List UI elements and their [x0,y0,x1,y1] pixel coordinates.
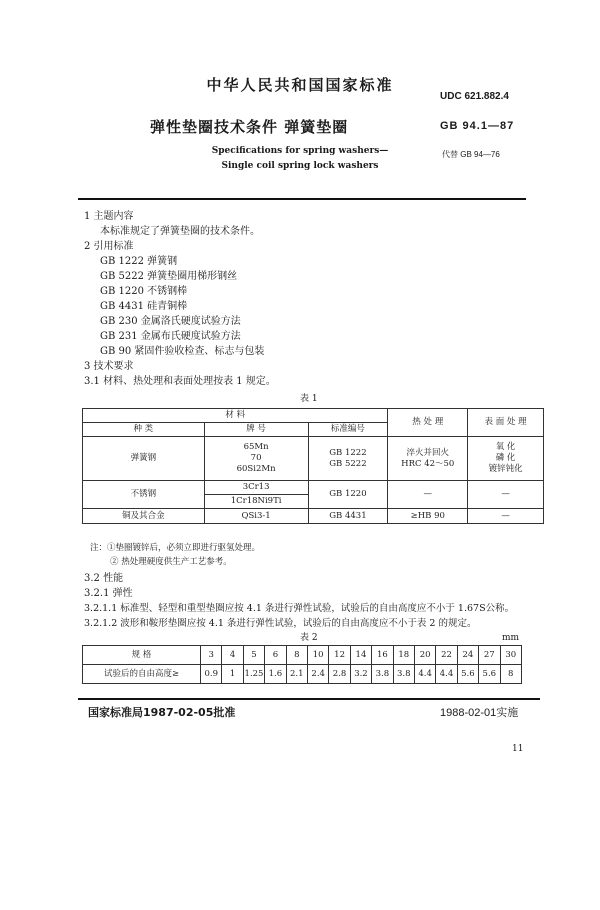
surface-stainless: — [468,481,544,509]
size-cell: 20 [414,646,435,665]
std-gb1220: GB 1220 [308,481,388,509]
size-cell: 4 [222,646,243,665]
ref-gb5222: GB 5222 弹簧垫圈用梯形钢丝 [100,271,238,282]
document-title: 弹性垫圈技术条件 弹簧垫圈 [150,118,349,136]
height-cell: 8 [500,665,522,684]
size-cell: 3 [201,646,222,665]
size-cell: 12 [329,646,350,665]
heat-hrc: HRC 42～50 [401,458,455,469]
size-cell: 10 [307,646,328,665]
height-cell: 3.8 [372,665,393,684]
header-standard: 标准编号 [308,423,388,437]
table-2-size-row [83,646,522,665]
height-cell: 2.1 [286,665,307,684]
row-label-size: 规 格 [83,646,201,665]
heat-quench-temper: 淬火并回火 [406,447,450,458]
kind-spring-steel: 弹簧钢 [83,437,205,481]
ref-gb231: GB 231 金属布氏硬度试验方法 [100,331,241,342]
height-cell: 5.6 [479,665,500,684]
english-title-line-1: Specifications for spring washers— [211,146,389,156]
height-cell: 4.4 [436,665,457,684]
height-cell: 3.8 [393,665,414,684]
table-1-note-2: ② 热处理硬度供生产工艺参考。 [110,557,232,567]
size-cell: 18 [393,646,414,665]
row-label-free-height: 试验后的自由高度≥ [83,665,201,684]
surface-spring-steel [468,437,544,481]
heat-copper: ≥HB 90 [388,509,468,524]
header-surface-treatment: 表 面 处 理 [468,409,544,437]
section-3-2-1-1: 3.2.1.1 标准型、轻型和重型垫圈应按 4.1 条进行弹性试验，试验后的自由高度应不小于 1.67S公称。 [84,603,515,614]
height-cell: 1.25 [243,665,264,684]
english-title-line-2: Single coil spring lock washers [221,161,379,171]
section-3-2-1-2: 3.2.1.2 波形和鞍形垫圈应按 4.1 条进行弹性试验，试验后的自由高度应不小于表 2 的规定。 [84,618,477,629]
height-cell: 4.4 [414,665,435,684]
height-cell: 1 [222,665,243,684]
std-gb1222: GB 1222 [329,447,367,458]
kind-copper-alloy: 铜及其合金 [83,509,205,524]
replaces-note: 代替 GB 94—76 [442,150,500,159]
standard-number: GB 94.1—87 [440,120,515,132]
grades-spring-steel [204,437,308,481]
height-cell: 3.2 [350,665,371,684]
national-standard-heading: 中华人民共和国国家标准 [206,76,394,94]
ref-gb1222: GB 1222 弹簧钢 [100,256,178,267]
surface-copper: — [468,509,544,524]
height-cell: 0.9 [201,665,222,684]
std-gb5222: GB 5222 [329,458,367,469]
heat-stainless: — [388,481,468,509]
height-cell: 2.4 [307,665,328,684]
size-cell: 22 [436,646,457,665]
surface-zinc-passivation: 镀锌钝化 [488,464,523,474]
table-2-caption: 表 2 [300,633,318,643]
height-cell: 2.8 [329,665,350,684]
page-number: 11 [512,744,524,754]
ref-gb4431: GB 4431 硅青铜棒 [100,301,188,312]
size-cell: 8 [286,646,307,665]
height-cell: 1.6 [265,665,286,684]
section-3-2-1-heading: 3.2.1 弹性 [84,588,133,599]
size-cell: 14 [350,646,371,665]
section-1-heading: 1 主题内容 [84,211,134,222]
table-2-unit: mm [502,633,520,643]
footer-divider [78,698,540,700]
ref-gb230: GB 230 金属洛氏硬度试验方法 [100,316,241,327]
header-material: 材 料 [83,409,388,423]
implementation-date: 1988-02-01实施 [440,707,519,719]
approval-line: 国家标准局1987-02-05批准 [88,706,236,719]
ref-gb1220: GB 1220 不锈钢棒 [100,286,188,297]
kind-stainless-steel: 不锈钢 [83,481,205,509]
udc-code: UDC 621.882.4 [440,91,509,102]
table-1-note-1: 注：①垫圈镀锌后，必须立即进行驱氢处理。 [90,543,261,553]
std-spring-steel [308,437,388,481]
size-cell: 16 [372,646,393,665]
size-cell: 27 [479,646,500,665]
section-2-heading: 2 引用标准 [84,241,134,252]
grade-qsi3-1: QSi3-1 [204,509,308,524]
grade-60si2mn: 60Si2Mn [236,464,276,474]
table-2-height-row [83,665,522,684]
table-1-materials [82,408,544,524]
size-cell: 5 [243,646,264,665]
surface-phosphating: 磷 化 [495,453,516,463]
grade-65mn: 65Mn [243,442,269,452]
height-cell: 5.6 [457,665,478,684]
section-1-text: 本标准规定了弹簧垫圈的技术条件。 [100,226,260,237]
heat-spring-steel [388,437,468,481]
section-3-heading: 3 技术要求 [84,361,134,372]
size-cell: 30 [500,646,522,665]
std-gb4431: GB 4431 [308,509,388,524]
header-divider [78,198,526,200]
grade-3cr13: 3Cr13 [204,481,308,495]
section-3-2-heading: 3.2 性能 [84,573,124,584]
table-1-caption: 表 1 [300,394,318,404]
ref-gb90: GB 90 紧固件验收检查、标志与包装 [100,346,265,357]
header-kind: 种 类 [83,423,205,437]
table-2-free-height [82,645,522,684]
section-3-1: 3.1 材料、热处理和表面处理按表 1 规定。 [84,376,276,387]
surface-oxidation: 氧 化 [495,442,516,452]
header-heat-treatment: 热 处 理 [388,409,468,437]
grade-70: 70 [250,453,262,463]
size-cell: 6 [265,646,286,665]
header-grade: 牌 号 [204,423,308,437]
grade-1cr18ni9ti: 1Cr18Ni9Ti [204,495,308,509]
size-cell: 24 [457,646,478,665]
